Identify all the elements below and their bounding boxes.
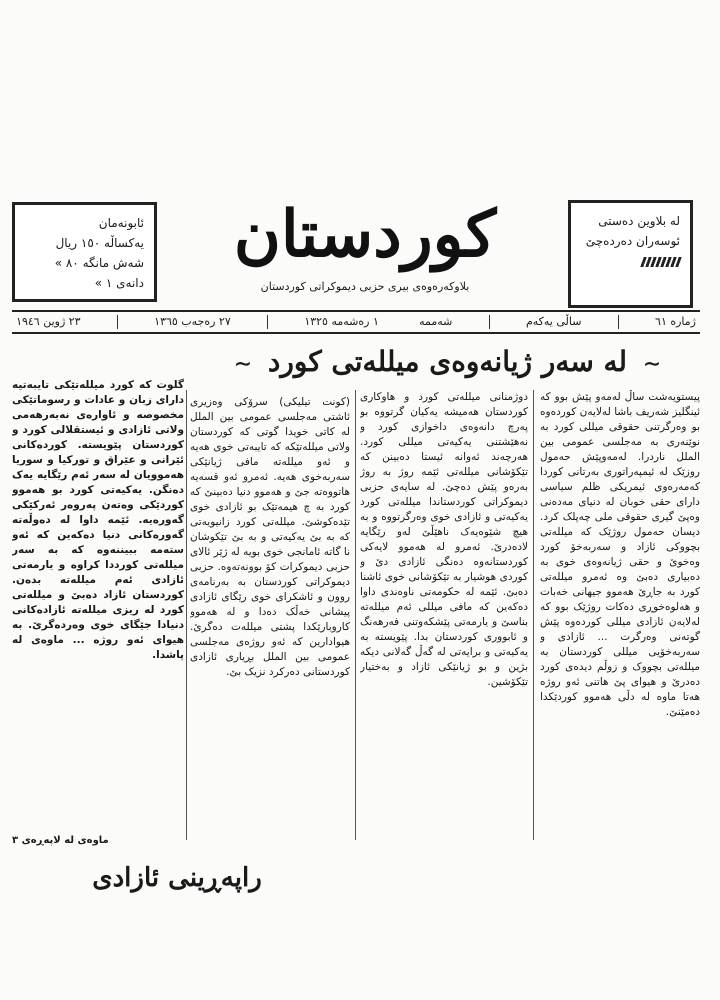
ornament-icon: ∽	[642, 351, 662, 377]
issue-date-solar: ١ رەشەمە ١٣٢٥	[304, 315, 379, 328]
article-column-4	[12, 378, 184, 828]
column-divider	[355, 390, 356, 840]
divider	[489, 315, 490, 329]
newspaper-subtitle: بلاوکەرەوەی بیری حزبی دیموکراتی کوردستان	[260, 280, 470, 293]
ornament-icon: ∽	[233, 351, 253, 377]
subscription-yearly: یەکساڵە ١٥٠ ریال	[55, 236, 144, 250]
column-3-text: (کونت تیلیکی) سرۆکی وەزیری ئاشتی مەجلسی عمومی بین الملل لە کاتی خویدا گوتی کە کوردستان ولاتی میللەتێکە کە تایبەتی خوی هەیە و ئەو میللەتە مافی ژیانێکی سەربەخوی هەیە. ئەمرو ئەو قسەیە هاتووەتە جێ و هەموو دنیا دەبینێ کە کورد بە چ هیمەتێک بو ئازادی خوی تێدەکوشێ. میللەتی کورد زانیویەتی کە بە بێ یەکیەتی و بە بێ تێکوشان نا گاتە ئامانجی خوی بویە لە ژێر ئالای حزبی دیموکرات کۆ بوونەتەوە. حزبی دیموکراتی کوردستان بە بەرنامەی روون و ئاشکرای خوی رێگای ئازادی پیشانی خەڵک دەدا و لە هەموو کاروبارێکدا پشتی میللەت دەگرێ. هیوادارین کە ئەو روژەی مەجلسی عمومی بین الملل بڕیاری ئازادی کوردستانی دەرکرد نزیک بێ.	[190, 396, 350, 678]
subscription-box	[12, 202, 157, 302]
continued-note: ماوەی لە لاپەڕەی ٣	[12, 835, 109, 846]
bottom-headline: راپەڕینی ئازادی	[92, 863, 262, 893]
issue-year: ساڵی یەکەم	[525, 315, 582, 328]
issue-weekday: شەممە	[419, 315, 453, 328]
divider	[618, 315, 619, 329]
issue-date-hijri: ٢٧ رەجەب ١٣٦٥	[154, 315, 231, 328]
publisher-box	[568, 200, 693, 308]
column-divider	[533, 390, 534, 840]
main-headline	[195, 342, 700, 382]
subscription-halfyear: شەش مانگە ٨٠ »	[54, 256, 144, 270]
column-1-text: پیستویەشت ساڵ لەمەو پێش بوو کە ئینگلیز شەریف باشا لەلایەن کوردەوە بو وەرگرتنی حقوقی میللی کورد بە نوێنەری بە مەجلسی عمومی بین الملل ناردرا. لەمەوپێش حەمول روزێک لە ئیمپەراتوری بەرتانی کوردا کەمەرەوی ئیمریکی ظلم سیاسی دارای حقی خوبان لە دنیای مەدەنی وەپێ گیری حقوقی ملی چەپلک کرد. دیسان حەمول روژێک کە میللەتی بچووکی ئازاد و سەربەخۆ کورد وەخوێ و حقی ژیانەوەی خوی بە دەبیاری دەبێ وە ئەمرو میللەتی کورد بە جاڕێ هەموو جیهانی خەبات و هەلوەخوڕی دەکات روژێک بوو کە لەلایەن ئازادی میللی کوردەوە پێش گوتەنی وەرگرت ... ئازادی و سەربەخۆیی میللی کوردستان بە میللەتی بچووک و زوڵم دیدەی کورد دەدرێ و هیوای پێ هاتنی ئەو روژە هەتا ماوە لە دڵی هەموو کوردێکدا دەمێنێ.	[540, 391, 700, 718]
article-column-2	[360, 390, 528, 840]
article-column-3	[190, 395, 350, 845]
masthead	[170, 195, 560, 305]
newspaper-title: کوردستان	[233, 197, 497, 272]
divider	[117, 315, 118, 329]
bottom-rule	[12, 332, 700, 334]
subscription-title: ئابونەمان	[98, 216, 144, 230]
issue-info-bar	[12, 313, 700, 331]
top-rule	[12, 310, 700, 312]
party-logo-icon	[640, 257, 682, 267]
issue-date-gregorian: ٢٣ ژوین ١٩٤٦	[16, 315, 81, 328]
column-divider	[186, 390, 187, 840]
article-column-1	[540, 390, 700, 840]
column-2-text: دوژمنانی میللەتی کورد و هاوکاری کوردستان هەمیشە یەکیان گرتووە بو پەرچ دانەوەی داخوازی کورد و نەهێشتنی یەکیەتی میللی کورد. هەرچەند ئەوانە ئیستا دەبینن کە تێکۆشانی میللەتی ئێمە روژ بە روژ بەرەو پێش دەچێ. لە سایەی حزبی دیموکراتی کوردستاندا میللەتی کورد یەکیەتی و ئازادی خوی وەرگرتووە و بە هیچ شێوەیەک ناهێڵێ لەو رێگایە لادەدرێ. ئەمرو لە هەموو لایەکی کوردستانەوە دەنگی ئازادی دێ و کوردی هوشیار بە تێکۆشانی خوی ئاشنا دەبێ. ئێمە لە حکومەتی ناوەندی داوا دەکەین کە مافی میللی ئەم میللەتە بناسێ و یارمەتی پێشکەوتنی فەرهەنگ و ئابووری کوردستان بدا. پێویستە بە یەکیەتی و برایەتی لە گەڵ گەلانی دیکە بژین و بو ژیانێکی ئازاد و بەختیار تێکۆشین.	[360, 391, 528, 688]
publisher-line-1: لە بلاوین دەستی	[598, 214, 680, 228]
column-4-text: گلوت کە کورد میللەتێکی تایبەتیە دارای زبان و عادات و رسوماتێکی مخصوصە و ئاوارەی نەبەرهەمی ولاتی ئازادی و ئیستقلالی کورد و کوردستان پێویستە. کوردەکانی ئێرانی و عێراق و تورکیا و سوریا هەموویان لە سەر ئەم رێگایە یەک دەنگن. یەکیەتی کورد بو هەموو کوردێکی وەتەن پەروەر ئەرکێکی گەورەیە. ئێمە داوا لە دەوڵەتە گەورەکانی دنیا دەکەین کە ئەو ستەمە ببیننەوە کە بە سەر میللەتی کورددا کراوە و یارمەتی ئازادی ئەم میللەتە بدەن. کوردستان ئازاد دەبێ و میللەتی کورد لە ریزی میللەتە ئازادەکانی دنیادا جێگای خوی وەردەگرێ. بە هیوای ئەو روژە ... ماوەی لە پاشدا.	[12, 379, 184, 661]
issue-number: ژمارە ٦١	[655, 315, 696, 328]
divider	[267, 315, 268, 329]
publisher-line-2: ئوسەران دەردەچێ	[585, 234, 680, 248]
subscription-single: دانەی ١ »	[94, 276, 144, 290]
headline-text: لە سەر ژیانەوەی میللەتی کورد	[267, 345, 628, 378]
